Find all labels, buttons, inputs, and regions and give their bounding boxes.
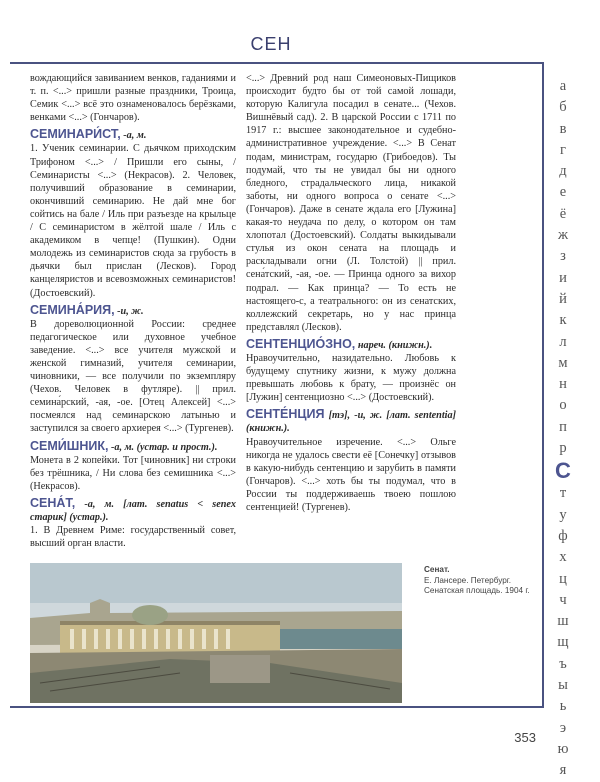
- headword-semishnik: СЕМИ́ШНИК,: [30, 438, 109, 453]
- definition-senat: 1. В Древнем Риме: государственный совет, высший орган власти.: [30, 525, 236, 550]
- grammar-seminariya: -и, ж.: [117, 305, 144, 317]
- alphabet-letter: г: [560, 141, 566, 158]
- entry-senat-continuation: <...> Древний род наш Симеоновых-Пищиков происходит будто бы от той самой лошади, которую Калигула посадил в сенате... (Чехов. Вишнёвый сад). 2. В царской России с 1711 по 1917 г.: высшее законодательное и судебно-административное учреждение. <...> В Сенат подам, министрам, государю (Грибоедов). Ты подумай, что ты не увидал бы ни одного бледного, страдальческого лица, никакой заботы, ни одного вопроса о сенате <...> (Гончаров). Даже в сенате ждала его [Лужина] какая-то неудача по делу, о котором он там хлопотал (Достоевский). Солдаты выкидывали стулья из окон сената на площадь и раскладывали огни (Л. Толстой) || прил. сена́тский, -ая, -ое. — Принца одного за вихор подрал. — Как принца? — То есть не настоящего-с, а театрального: он из сенатских, коллежский секретарь, но у нас принца представлял (Лесков).: [246, 73, 456, 333]
- definition-sententsiozno: Нравоучительно, назидательно. Любовь к будущему спутнику жизни, к мужу должна превышать любовь к брату, — произнёс он [Лужин] сентенциозно <...> (Достоевский).: [246, 352, 456, 404]
- alphabet-letter: ц: [559, 570, 567, 587]
- alphabet-letter: б: [559, 99, 567, 116]
- definition-seminariya: В дореволюционной России: среднее педагогическое или духовное учебное заведение. <...> все учителя мужской и женской гимназий, учителя семинарии, чиновники, — все получили по экземпляру (Чехов. Человек в футляре). || прил. семина́рский, -ая, -ое. [Отец Алексей] <...> посмеялся над семинарскою латынью и заступился за своего архиерея <...> (Тургенев).: [30, 318, 236, 435]
- alphabet-letter: у: [559, 506, 567, 523]
- alphabet-letter: ы: [558, 677, 568, 694]
- grammar-seminarist: -а, м.: [123, 130, 147, 142]
- alphabet-letter: э: [559, 719, 567, 736]
- grammar-senat: -а, м. [лат. senatus < senex старик] (устар.).: [30, 498, 236, 523]
- alphabet-letter: я: [559, 762, 567, 779]
- grammar-sententsiozno: нареч. (книжн.).: [357, 339, 433, 351]
- alphabet-letter: щ: [557, 634, 569, 651]
- alphabet-letter: е: [559, 184, 567, 201]
- alphabet-letter: м: [558, 354, 568, 371]
- headword-seminariya: СЕМИНА́РИЯ,: [30, 302, 115, 317]
- alphabet-letter: о: [559, 397, 567, 414]
- definition-semishnik: Монета в 2 копейки. Тот [чиновник] ни строки без трёшника, / Ни слова без семишника <...> (Некрасов).: [30, 454, 236, 492]
- alphabet-letter: з: [560, 248, 566, 265]
- entry-semishnik: [30, 440, 236, 493]
- alphabet-letter: д: [559, 163, 567, 180]
- headword-sententsiya: СЕНТЕ́НЦИЯ: [246, 407, 325, 422]
- alphabet-letter: р: [559, 440, 567, 457]
- grammar-semishnik: -а, м. (устар. и прост.).: [110, 441, 218, 453]
- page-header-title: СЕН: [250, 34, 292, 54]
- column-right: [246, 72, 456, 518]
- entry-seminarist: [30, 128, 236, 299]
- headword-sententsiozno: СЕНТЕНЦИО́ЗНО,: [246, 336, 356, 351]
- senate-square-painting: [30, 563, 402, 703]
- alphabet-letter: к: [559, 312, 567, 329]
- alphabet-letter: а: [559, 78, 567, 94]
- alphabet-letter: л: [559, 333, 567, 350]
- grammar-sententsiya: [тэ], -и, ж. [лат. sententia] (книжн.).: [246, 410, 456, 435]
- headword-senat: СЕНА́Т,: [30, 495, 76, 510]
- headword-seminarist: СЕМИНАРИ́СТ,: [30, 127, 121, 142]
- caption-title: Сенат.: [424, 565, 450, 574]
- alphabet-letter: ж: [557, 227, 569, 244]
- alphabet-letter: ъ: [559, 655, 567, 672]
- alphabet-letter: и: [559, 269, 567, 286]
- alphabet-letter: н: [559, 376, 567, 393]
- alphabet-divider: [542, 62, 544, 708]
- alphabet-letter: ь: [559, 698, 567, 715]
- alphabet-letter: ф: [558, 527, 568, 544]
- entry-senat: [30, 497, 236, 550]
- alphabet-letter: ч: [559, 591, 567, 608]
- alphabet-index: [549, 76, 577, 782]
- definition-seminarist: 1. Ученик семинарии. С дьячком приходским Трифоном <...> / Пришли его сыны, / Семинаристы <...> (Некрасов). 2. Человек, получивший образование в семинарии, окончивший семинарию. Не дай мне бог сойтись на бале / Иль при разъезде на крыльце / С семинаристом в жёлтой шале / Иль с академиком в чепце! (Пушкин). Одни молодежь из семинаристов сюда за грубость в дьячки был прислан (Лесков). Город канцеляристов и всевозможных семинаристов! (Достоевский).: [30, 143, 236, 299]
- top-rule: [10, 62, 542, 64]
- illustration-caption: [424, 565, 539, 597]
- alphabet-letter: в: [559, 120, 567, 137]
- entry-seminariya: [30, 304, 236, 436]
- alphabet-letter: п: [559, 418, 567, 435]
- entry-sententsiozno: [246, 338, 456, 404]
- column-left: [30, 72, 236, 554]
- alphabet-letter: ё: [559, 205, 567, 222]
- bottom-rule: [10, 706, 542, 708]
- definition-sententsiya: Нравоучительное изречение. <...> Ольге никогда не удалось свести её [Сонечку] отзывов в какую-нибудь сентенцию и зарубить в памяти (Гончаров). <...> хоть бы ты подумал, что в России ты поддерживаешь твоею пошлою сентенцией! (Тургенев).: [246, 436, 456, 513]
- alphabet-letter: т: [559, 485, 567, 502]
- illustration-senate-square: [30, 563, 402, 703]
- caption-text: Е. Лансере. Петербург. Сенатская площадь. 1904 г.: [424, 575, 530, 595]
- alphabet-letter: х: [559, 549, 567, 566]
- alphabet-letter: ю: [557, 740, 569, 757]
- alphabet-letter: С: [555, 458, 571, 484]
- entry-sententsiya: [246, 408, 456, 514]
- alphabet-letter: й: [559, 290, 567, 307]
- entry-continuation: вождающийся завиванием венков, гаданиями и т. п. <...> пришли разные праздники, Троица, Семик <...> всё это ознаменовалось берёзками, венками <...> (Гончаров).: [30, 73, 236, 124]
- page-number: 353: [514, 730, 536, 745]
- alphabet-letter: ш: [557, 613, 569, 630]
